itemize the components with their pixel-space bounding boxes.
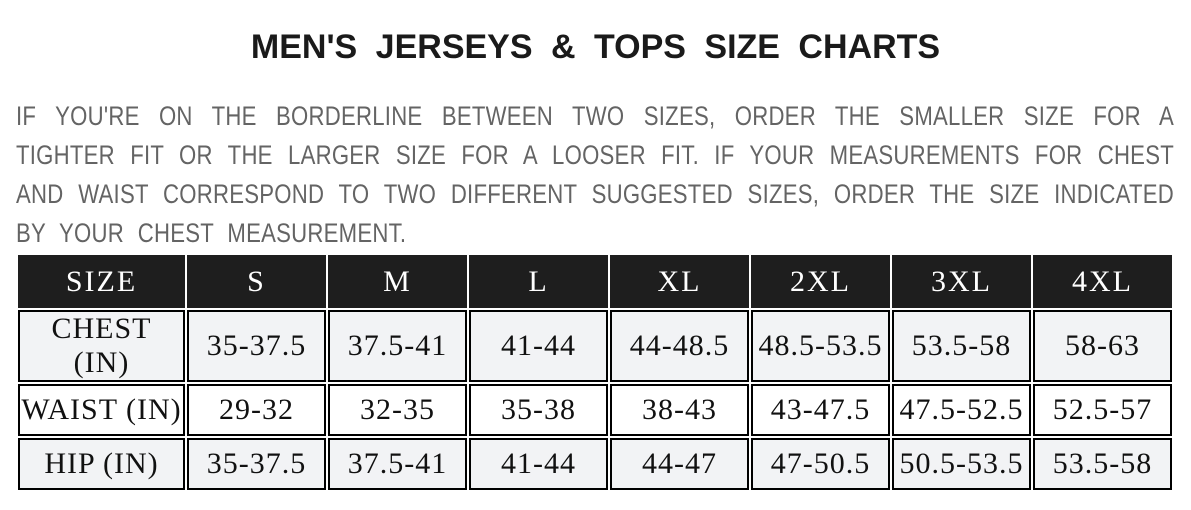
measurement-cell: 50.5-53.5 [892,438,1031,490]
measurement-cell: 37.5-41 [328,438,467,490]
measurement-cell: 35-37.5 [187,310,326,382]
table-row-chest [18,310,1172,382]
table-row-hip [18,438,1172,490]
intro-line-2: TIGHTER FIT OR THE LARGER SIZE FOR A LOOSER FIT. IF YOUR MEASUREMENTS FOR CHEST [16,140,1174,170]
measurement-cell: 48.5-53.5 [751,310,890,382]
column-header-l: L [469,255,608,308]
measurement-cell: 41-44 [469,310,608,382]
size-table-header [18,255,1172,308]
intro-paragraph [16,97,1175,253]
table-row-waist [18,384,1172,436]
intro-line-3: AND WAIST CORRESPOND TO TWO DIFFERENT SUGGESTED SIZES, ORDER THE SIZE INDICATED [16,179,1174,209]
measurement-cell: 43-47.5 [751,384,890,436]
page-title: MEN'S JERSEYS & TOPS SIZE CHARTS [250,28,941,66]
measurement-cell: 58-63 [1033,310,1172,382]
measurement-cell: 38-43 [610,384,749,436]
measurement-cell: 32-35 [328,384,467,436]
column-header-xl: XL [610,255,749,308]
column-header-size: SIZE [18,255,185,308]
measurement-cell: 47-50.5 [751,438,890,490]
measurement-cell: 41-44 [469,438,608,490]
row-label-waist: WAIST (IN) [18,384,185,436]
column-header-4xl: 4XL [1033,255,1172,308]
intro-line-1: IF YOU'RE ON THE BORDERLINE BETWEEN TWO SIZES, ORDER THE SMALLER SIZE FOR A [16,101,1174,131]
column-header-3xl: 3XL [892,255,1031,308]
measurement-cell: 44-47 [610,438,749,490]
measurement-cell: 47.5-52.5 [892,384,1031,436]
measurement-cell: 29-32 [187,384,326,436]
measurement-cell: 37.5-41 [328,310,467,382]
size-chart-table [16,253,1174,492]
column-header-2xl: 2XL [751,255,890,308]
measurement-cell: 52.5-57 [1033,384,1172,436]
measurement-cell: 53.5-58 [892,310,1031,382]
intro-line-4: BY YOUR CHEST MEASUREMENT. [16,218,407,248]
column-header-m: M [328,255,467,308]
header-row [18,255,1172,308]
measurement-cell: 35-37.5 [187,438,326,490]
row-label-hip: HIP (IN) [18,438,185,490]
measurement-cell: 44-48.5 [610,310,749,382]
measurement-cell: 35-38 [469,384,608,436]
measurement-cell: 53.5-58 [1033,438,1172,490]
column-header-s: S [187,255,326,308]
row-label-chest: CHEST (IN) [18,310,185,382]
